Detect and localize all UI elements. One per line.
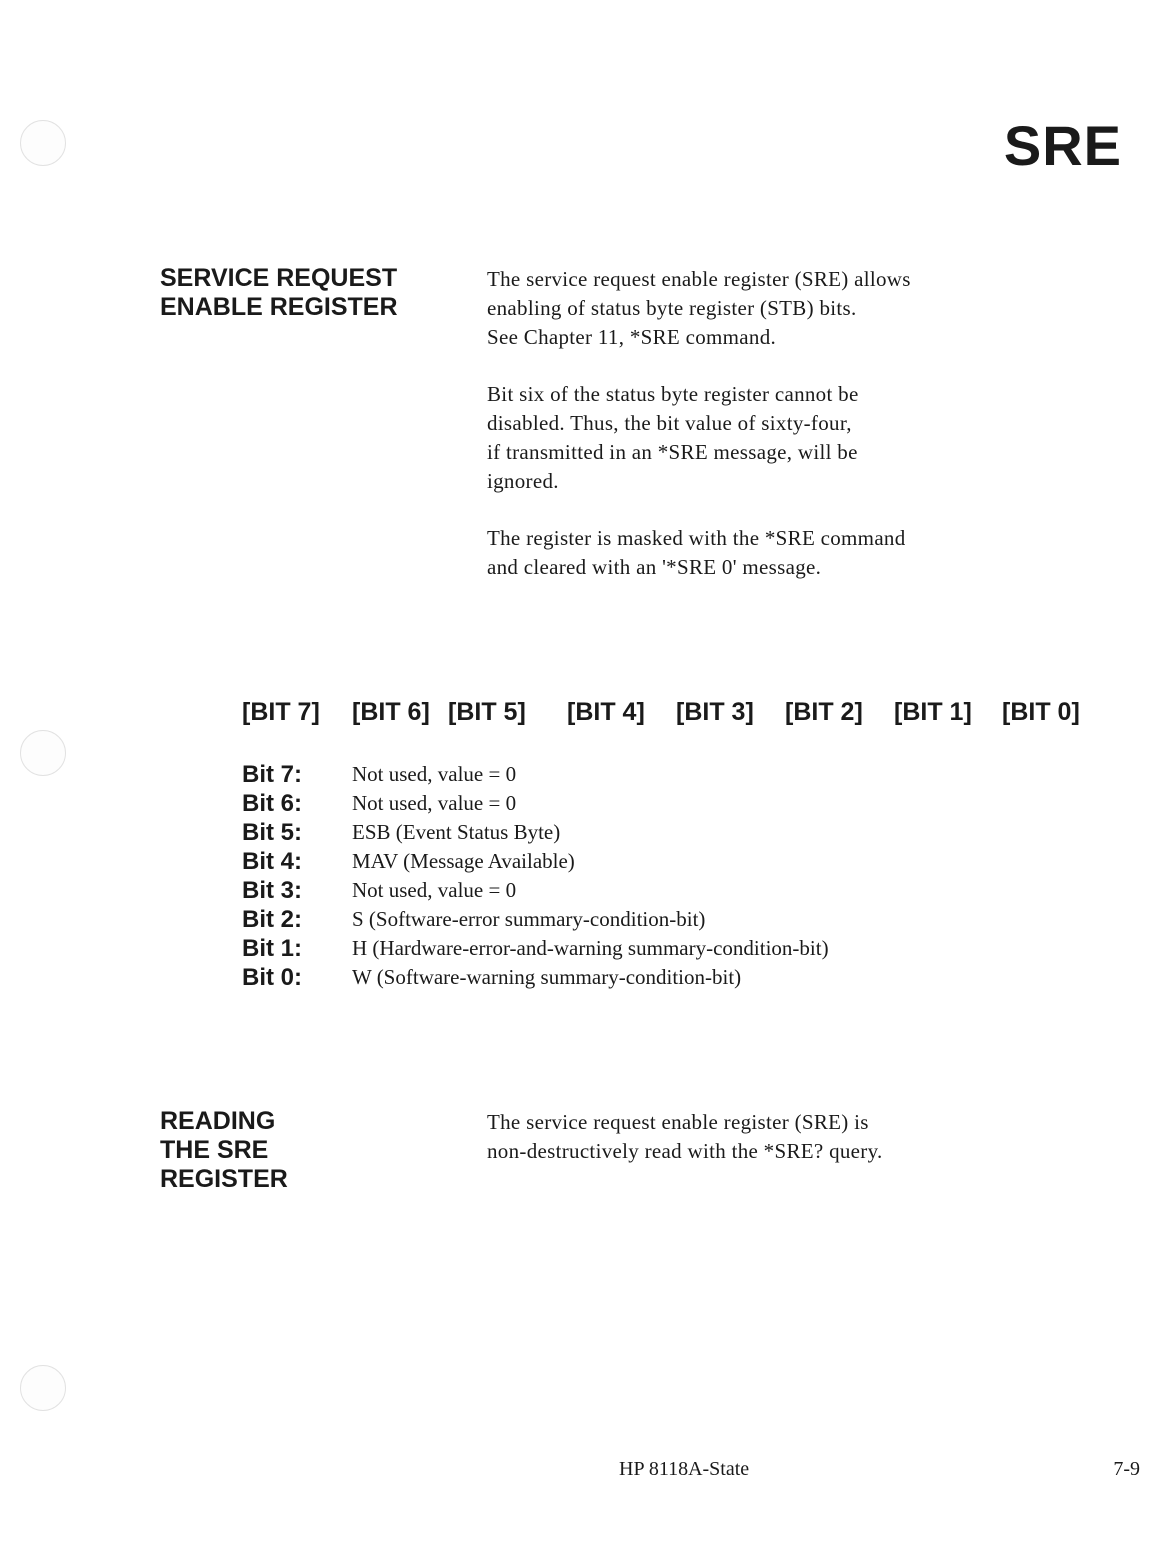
- bit-header-cell: [BIT 2]: [785, 698, 863, 726]
- bit-header-cell: [BIT 5]: [448, 698, 526, 726]
- bit-description: ESB (Event Status Byte): [352, 820, 561, 844]
- bit-name: Bit 0:: [242, 964, 302, 991]
- bit-description: Not used, value = 0: [352, 762, 517, 786]
- bit-header-cell: [BIT 0]: [1002, 698, 1080, 726]
- heading-line: READING: [160, 1107, 276, 1135]
- text-line: enabling of status byte register (STB) bits.: [487, 296, 857, 320]
- text-line: Bit six of the status byte register cannot be: [487, 382, 859, 406]
- text-line: disabled. Thus, the bit value of sixty-four,: [487, 411, 852, 435]
- bit-description: H (Hardware-error-and-warning summary-condition-bit): [352, 936, 829, 960]
- list-item: [242, 876, 962, 905]
- section-body-service-request: [487, 265, 911, 582]
- text-line: See Chapter 11, *SRE command.: [487, 325, 777, 349]
- bit-name: Bit 7:: [242, 761, 302, 788]
- chapter-title: SRE: [1003, 114, 1122, 177]
- bit-description: Not used, value = 0: [352, 878, 517, 902]
- text-line: The service request enable register (SRE) allows: [487, 267, 911, 291]
- heading-line: SERVICE REQUEST: [160, 264, 398, 292]
- list-item: [242, 934, 962, 963]
- text-line: non-destructively read with the *SRE? query.: [487, 1139, 883, 1163]
- bit-description: MAV (Message Available): [352, 849, 575, 873]
- bit-header-cell: [BIT 7]: [242, 698, 320, 726]
- paragraph: [487, 1108, 883, 1166]
- paragraph: [487, 265, 911, 352]
- bit-description: W (Software-warning summary-condition-bit): [352, 965, 742, 989]
- paragraph: [487, 380, 911, 496]
- text-line: The service request enable register (SRE) is: [487, 1110, 869, 1134]
- punch-hole-top: [20, 120, 66, 166]
- text-line: The register is masked with the *SRE command: [487, 526, 906, 550]
- bit-name: Bit 5:: [242, 819, 302, 846]
- heading-line: THE SRE: [160, 1136, 269, 1164]
- text-line: ignored.: [487, 469, 559, 493]
- list-item: [242, 760, 962, 789]
- page-number: 7-9: [1113, 1458, 1140, 1480]
- section-heading-service-request: [160, 264, 398, 322]
- bit-header-cell: [BIT 6]: [352, 698, 430, 726]
- bit-name: Bit 3:: [242, 877, 302, 904]
- text-line: and cleared with an '*SRE 0' message.: [487, 555, 822, 579]
- list-item: [242, 905, 962, 934]
- punch-hole-middle: [20, 730, 66, 776]
- text-line: if transmitted in an *SRE message, will be: [487, 440, 858, 464]
- heading-line: REGISTER: [160, 1165, 288, 1193]
- page-footer: HP 8118A-State: [619, 1458, 750, 1480]
- bit-name: Bit 1:: [242, 935, 302, 962]
- section-heading-reading-sre: [160, 1107, 288, 1194]
- bit-name: Bit 6:: [242, 790, 302, 817]
- bit-description: S (Software-error summary-condition-bit): [352, 907, 706, 931]
- bit-header-cell: [BIT 1]: [894, 698, 972, 726]
- bit-header-cell: [BIT 3]: [676, 698, 754, 726]
- section-body-reading-sre: [487, 1108, 883, 1166]
- bit-header-row: [242, 698, 1092, 732]
- bit-description: Not used, value = 0: [352, 791, 517, 815]
- bit-name: Bit 4:: [242, 848, 302, 875]
- punch-hole-bottom: [20, 1365, 66, 1411]
- list-item: [242, 818, 962, 847]
- heading-line: ENABLE REGISTER: [160, 293, 398, 321]
- list-item: [242, 847, 962, 876]
- paragraph: [487, 524, 911, 582]
- bit-header-cell: [BIT 4]: [567, 698, 645, 726]
- list-item: [242, 963, 962, 992]
- list-item: [242, 789, 962, 818]
- bit-definition-list: [242, 760, 962, 992]
- bit-name: Bit 2:: [242, 906, 302, 933]
